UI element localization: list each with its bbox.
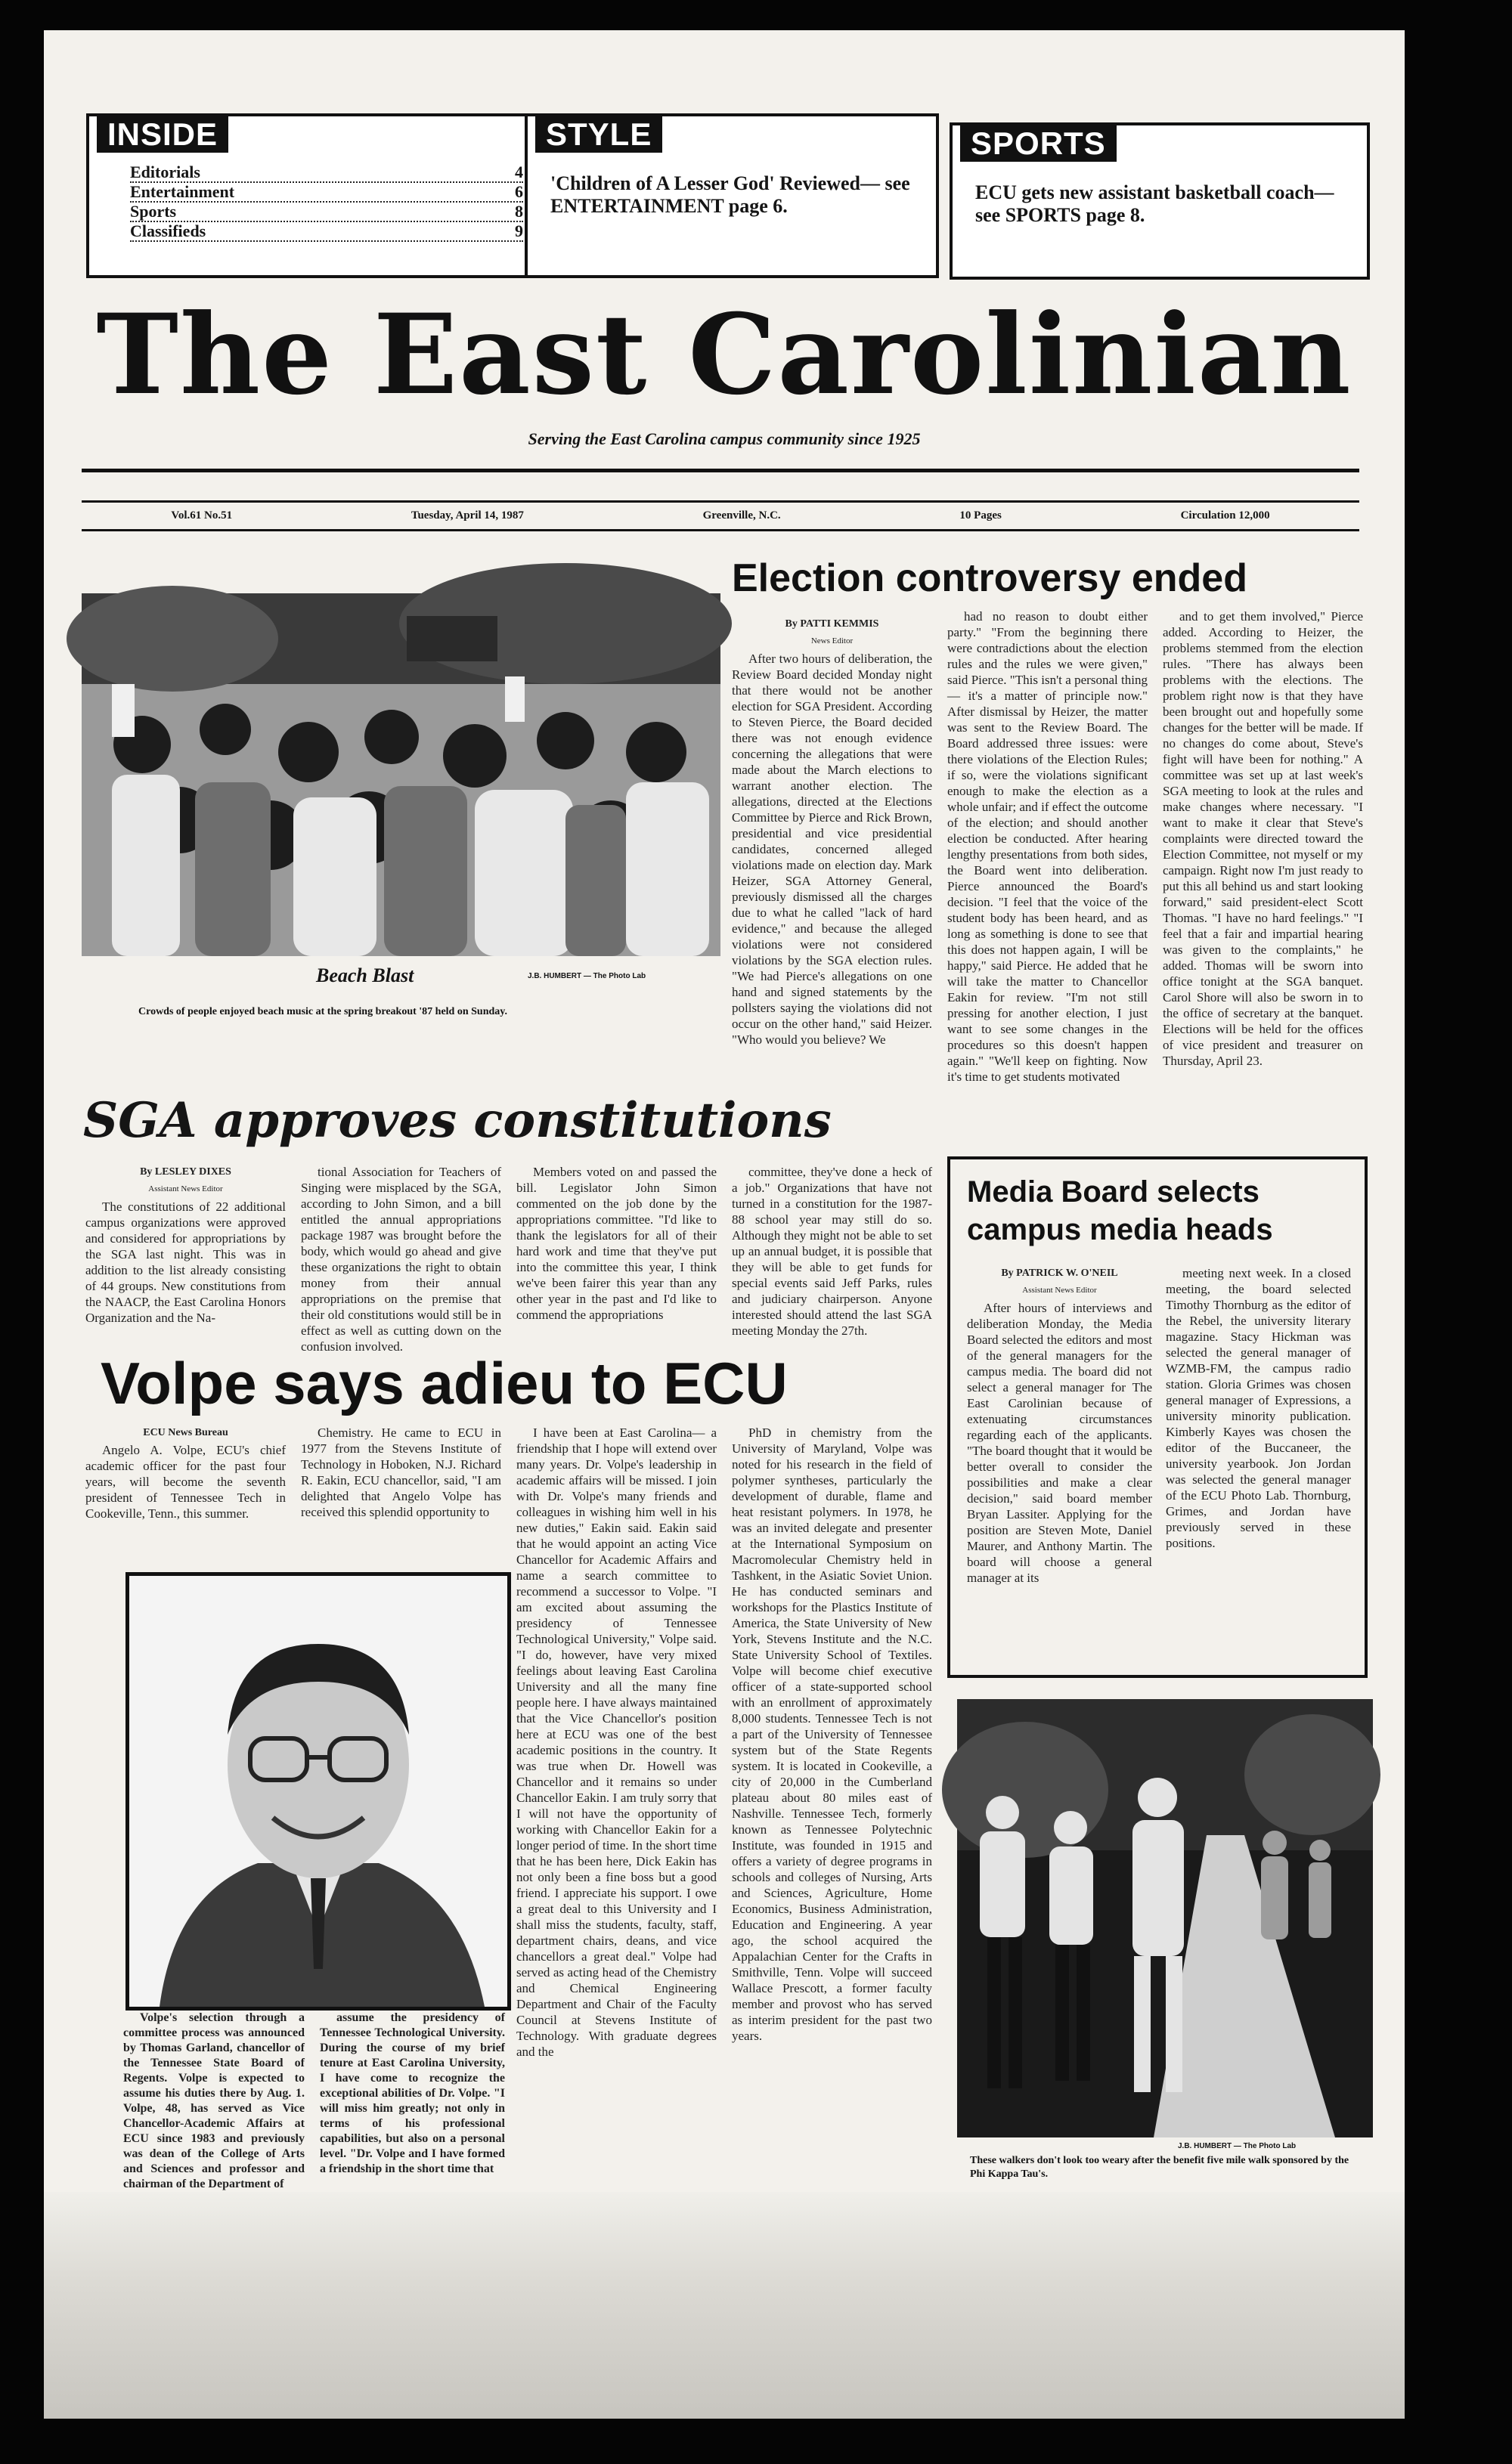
sga-col-3: Members voted on and passed the bill. Legislator John Simon commented on the job done by the appropriations committee. "I'd like to thank the legislators for all of their hard work and time that they've put into the committee this year, I think we've been fairer this year than any other year in the past and I'd like to commend the appropriations <box>516 1165 717 1322</box>
crowd-photo-graphic <box>82 593 720 956</box>
sports-teaser: ECU gets new assistant basketball coach— see SPORTS page 8. <box>975 181 1334 226</box>
inside-box <box>86 113 555 278</box>
inside-table-of-contents <box>130 163 523 242</box>
sports-tag: SPORTS <box>960 125 1117 162</box>
volpe-headline: Volpe says adieu to ECU <box>101 1350 788 1416</box>
beach-photo-credit: J.B. HUMBERT — The Photo Lab <box>528 972 646 980</box>
volpe-col-4: PhD in chemistry from the University of Maryland, Volpe was noted for his research in the field of polymer syntheses, particularly the development of durable, flame and heat resistant polymers. In 1978, he was an invited delegate and presenter at the International Symposium on Macromolecular Chemistry held in Tashkent, in the Asiatic Soviet Union. He has conducted seminars and workshops for the Plastics Institute of America, the State University of New York, Stevens Institute and the N.C. State University School of Textiles. Volpe will become chief executive officer of a state-supported school with an enrollment of approximately 8,000 students. Tennessee Tech is not a part of the University of Tennessee system but of the State Regents system. It is located in Cookeville, a city of 20,000 in the Cumberland plateau about 80 miles east of Nashville. Tennessee Tech, formerly known as Tennessee Polytechnic Institute, was founded in 1915 and offers a variety of degree programs in schools and colleges of Nursing, Arts and Sciences, Agriculture, Home Economics, Business Administration, Education and Engineering. A year ago, the school acquired the Appalachian Center for the Crafts in Smithville, Tenn. Volpe will succeed Wallace Prescott, a former faculty member and provost who has served as interim president for the past two years. <box>732 1425 932 2043</box>
beach-caption: Crowds of people enjoyed beach music at the spring breakout '87 held on Sunday. <box>138 1006 507 1017</box>
volpe-photo-col-1: Volpe's selection through a committee process was announced by Thomas Garland, chancellor of the Tennessee State Board of Regents. Volpe is expected to assume his duties there by Aug. 1. Volpe, 48, has served as Vice Chancellor-Academic Affairs at ECU since 1983 and previously was dean of the College of Arts and Sciences and professor and chairman of the Department of <box>123 2011 305 2190</box>
election-col-3: and to get them involved," Pierce added. According to Heizer, the problems stemmed from the election rules. "There has always been problems with the elections. The problem right now is that they have been brought out and hopefully some changes for the better will be made. If no changes do come about, Steve's fight will have been for nothing." A committee was set up at last week's SGA meeting to look at the rules and make changes where necessary. "I want to make it clear that Steve's complaints were directed toward the Election Committee, not myself or my campaign. Right now I'm just ready to put this all behind us and start looking forward," said president-elect Scott Thomas. "I have no hard feelings." "I feel that a fair and impartial hearing was given to the complaints," he added. Thomas will be sworn into office tonight at the SGA banquet. Carol Shore will also be sworn in to the office of secretary at the banquet. Elections will be held for the offices of vice president and treasurer on Thursday, April 23. <box>1163 609 1363 1068</box>
toc-row[interactable]: Classifieds 9 <box>130 221 523 240</box>
election-col-2: had no reason to doubt either party." "From the beginning there were contradictions about the election rules and the rules we were given," said Pierce. "This isn't a personal thing — it's a matter of principle now." After dismissal by Heizer, the matter was sent to the Review Board. The Board addressed three issues: were there violations of the Election Rules; if so, were the violations significant enough to make the election as a whole unfair; and if effect the outcome of the election; and should another election be conducted. After hearing lengthy presentations from both sides, the Board went into deliberation. Pierce announced the Board's decision. "I feel that the voice of the student body has been heard, and as long as something is done to see that this does not happen again, I will be happy," said Pierce. He added that he will take the matter to Chancellor Eakin for review. "I'm not still pressing for another election, I just want to see some changes in the procedures so this doesn't happen again." "We'll keep on fighting. Now it's time to get students motivated <box>947 609 1148 1084</box>
volpe-col-2: Chemistry. He came to ECU in 1977 from the Stevens Institute of Technology in Hoboken, N.J. Richard R. Eakin, ECU chancellor, said, "I am delighted that Angelo Volpe has received this splendid opportunity to <box>301 1425 501 1519</box>
masthead-title: The East Carolinian <box>96 290 1352 419</box>
place: Greenville, N.C. <box>702 509 781 522</box>
film-edge-bottom <box>44 2192 1405 2419</box>
media-col-2: meeting next week. In a closed meeting, the board selected Timothy Thornburg as the editor of the Rebel, the university literary magazine. Stacy Hickman was selected the general manager of WZMB-FM, the campus radio station. Gloria Grimes was chosen general manager of Expressions, a university minority publication. Kimberly Kayes was chosen the editor of the Buccaneer, the university yearbook. Jon Jordan was selected the general manager of the ECU Photo Lab. Thornburg, Grimes, and Jordan have previously served in these positions. <box>1166 1266 1351 1550</box>
masthead-rule-mid <box>82 500 1359 503</box>
sga-col-4: committee, they've done a heck of a job." Organizations that have not turned in a constitution for the 1987-88 school year may still do so. Although they might not be able to set up an annual budget, it is possible that they will be able to get funds for special events said Jeff Parks, rules and judiciary chairperson. Anyone interested should attend the last SGA meeting Monday the 27th. <box>732 1165 932 1338</box>
date: Tuesday, April 14, 1987 <box>411 509 524 522</box>
walkers-photo <box>957 1699 1373 2137</box>
issue-info-line <box>82 509 1359 522</box>
newspaper-page <box>44 30 1405 2192</box>
style-tag: STYLE <box>535 116 662 153</box>
inside-tag: INSIDE <box>97 116 228 153</box>
toc-row[interactable]: Editorials 4 <box>130 163 523 181</box>
masthead-rule-bottom <box>82 529 1359 531</box>
volpe-portrait-photo <box>125 1572 511 2011</box>
toc-row[interactable]: Sports 8 <box>130 202 523 221</box>
election-col-1: By PATTI KEMMIS News Editor After two hours of deliberation, the Review Board decided Monday night that there would not be another election for SGA President. According to Steven Pierce, the Board decided there was not enough evidence concerning the allegations that were made about the March elections to warrant another election. The allegations, directed at the Elections Committee by Pierce and Rick Brown, presidential and vice presidential candidates, concerned alleged violations made on election day. Mark Heizer, SGA Attorney General, previously dismissed all the charges due to what he called "lack of hard evidence," and because the alleged violations were not considered violations by the SGA election rules. "We had Pierce's allegations on one hand and signed statements by the pollsters saying the violations did not occur on the other hand," said Heizer. "Who would you believe? We <box>732 618 932 1047</box>
sga-headline: SGA approves constitutions <box>83 1092 832 1149</box>
volpe-col-1: ECU News Bureau Angelo A. Volpe, ECU's chief academic officer for the past four years, will become the seventh president of Tennessee Tech in Cookeville, Tenn., this summer. <box>85 1427 286 1521</box>
sports-box[interactable] <box>950 122 1370 280</box>
sga-col-1: By LESLEY DIXES Assistant News Editor The constitutions of 22 additional campus organizations were approved and considered for appropriations by the SGA last night. This was in addition to the list already consisting of 44 groups. New constitutions from the NAACP, the East Carolina Honors Organization and the Na- <box>85 1166 286 1325</box>
volume: Vol.61 No.51 <box>171 509 233 522</box>
masthead-rule-top <box>82 469 1359 472</box>
masthead-tagline: Serving the East Carolina campus community since 1925 <box>528 429 921 448</box>
toc-row[interactable]: Entertainment 6 <box>130 182 523 201</box>
walkers-photo-graphic <box>957 1699 1373 2137</box>
beach-blast-photo <box>82 593 720 956</box>
style-teaser: 'Children of A Lesser God' Reviewed— see ENTERTAINMENT page 6. <box>550 172 910 217</box>
media-headline: Media Board selects campus media heads <box>967 1175 1273 1246</box>
volpe-portrait-graphic <box>129 1576 507 2007</box>
style-box[interactable] <box>525 113 939 278</box>
walkers-photo-credit: J.B. HUMBERT — The Photo Lab <box>1178 2142 1297 2150</box>
circulation: Circulation 12,000 <box>1180 509 1270 522</box>
media-board-box <box>947 1156 1368 1678</box>
election-headline: Election controversy ended <box>732 556 1247 600</box>
volpe-photo-col-2: assume the presidency of Tennessee Technological University. During the course of my brief tenure at East Carolina University, I have come to recognize the exceptional abilities of Dr. Volpe. "I will miss him greatly; not only in terms of his professional capabilities, but also on a personal level. "Dr. Volpe and I have formed a friendship in the short time that <box>320 2011 505 2175</box>
page-count: 10 Pages <box>959 509 1002 522</box>
sga-col-2: tional Association for Teachers of Singing were misplaced by the SGA, according to John Simon, and a bill entitled the annual appropriations package 1987 was brought before the body, which would go ahead and give these organizations the right to obtain money from their annual appropriations on the premise that their old constitutions would still be in effect as well as cutting down on the confusion involved. <box>301 1165 501 1354</box>
walkers-caption: These walkers don't look too weary after the benefit five mile walk sponsored by the Phi Kappa Tau's. <box>970 2155 1349 2180</box>
beach-blast-label: Beach Blast <box>316 964 414 986</box>
media-col-1: By PATRICK W. O'NEIL Assistant News Editor After hours of interviews and deliberation Monday, the Media Board selected the editors and most of the general managers for the campus media. The board did not select a general manager for The East Carolinian because of extenuating circumstances regarding each of the applicants. "The board thought that it would be better overall to consider the possibilities and make a clear decision," said board member Bryan Lassiter. Applying for the position are Steven Mote, Daniel Maurer, and Anthony Martin. The board will choose a general manager at its <box>967 1268 1152 1585</box>
volpe-col-3: I have been at East Carolina— a friendship that I hope will extend over many years. Dr. Volpe's leadership in academic affairs will be missed. I join with Dr. Volpe's many friends and colleagues in wishing him well in his new duties," Eakin said. Eakin said that he would appoint an acting Vice Chancellor for Academic Affairs and name a search committee to recommend a successor to Volpe. "I am excited about assuming the presidency of Tennessee Technological University," Volpe said. "I do, however, have very mixed feelings about leaving East Carolina University and all the many fine people here. I have always maintained that the Vice Chancellor's position here at ECU was one of the best academic positions in the country. It was true when Dr. Howell was Chancellor and it remains so under Chancellor Eakin. I am truly sorry that I will not have the opportunity of working with Chancellor Eakin for a longer period of time. In the short time that he has been here, Dick Eakin has not only been a fine boss but a good friend. I appreciate his support. I owe a great deal to this University and I shall miss the students, faculty, staff, department chairs, deans, and vice chancellors a great deal." Volpe had served as acting head of the Chemistry and Chemical Engineering Department and Chair of the Faculty Council at Stevens Institute of Technology. With graduate degrees and the <box>516 1425 717 2059</box>
